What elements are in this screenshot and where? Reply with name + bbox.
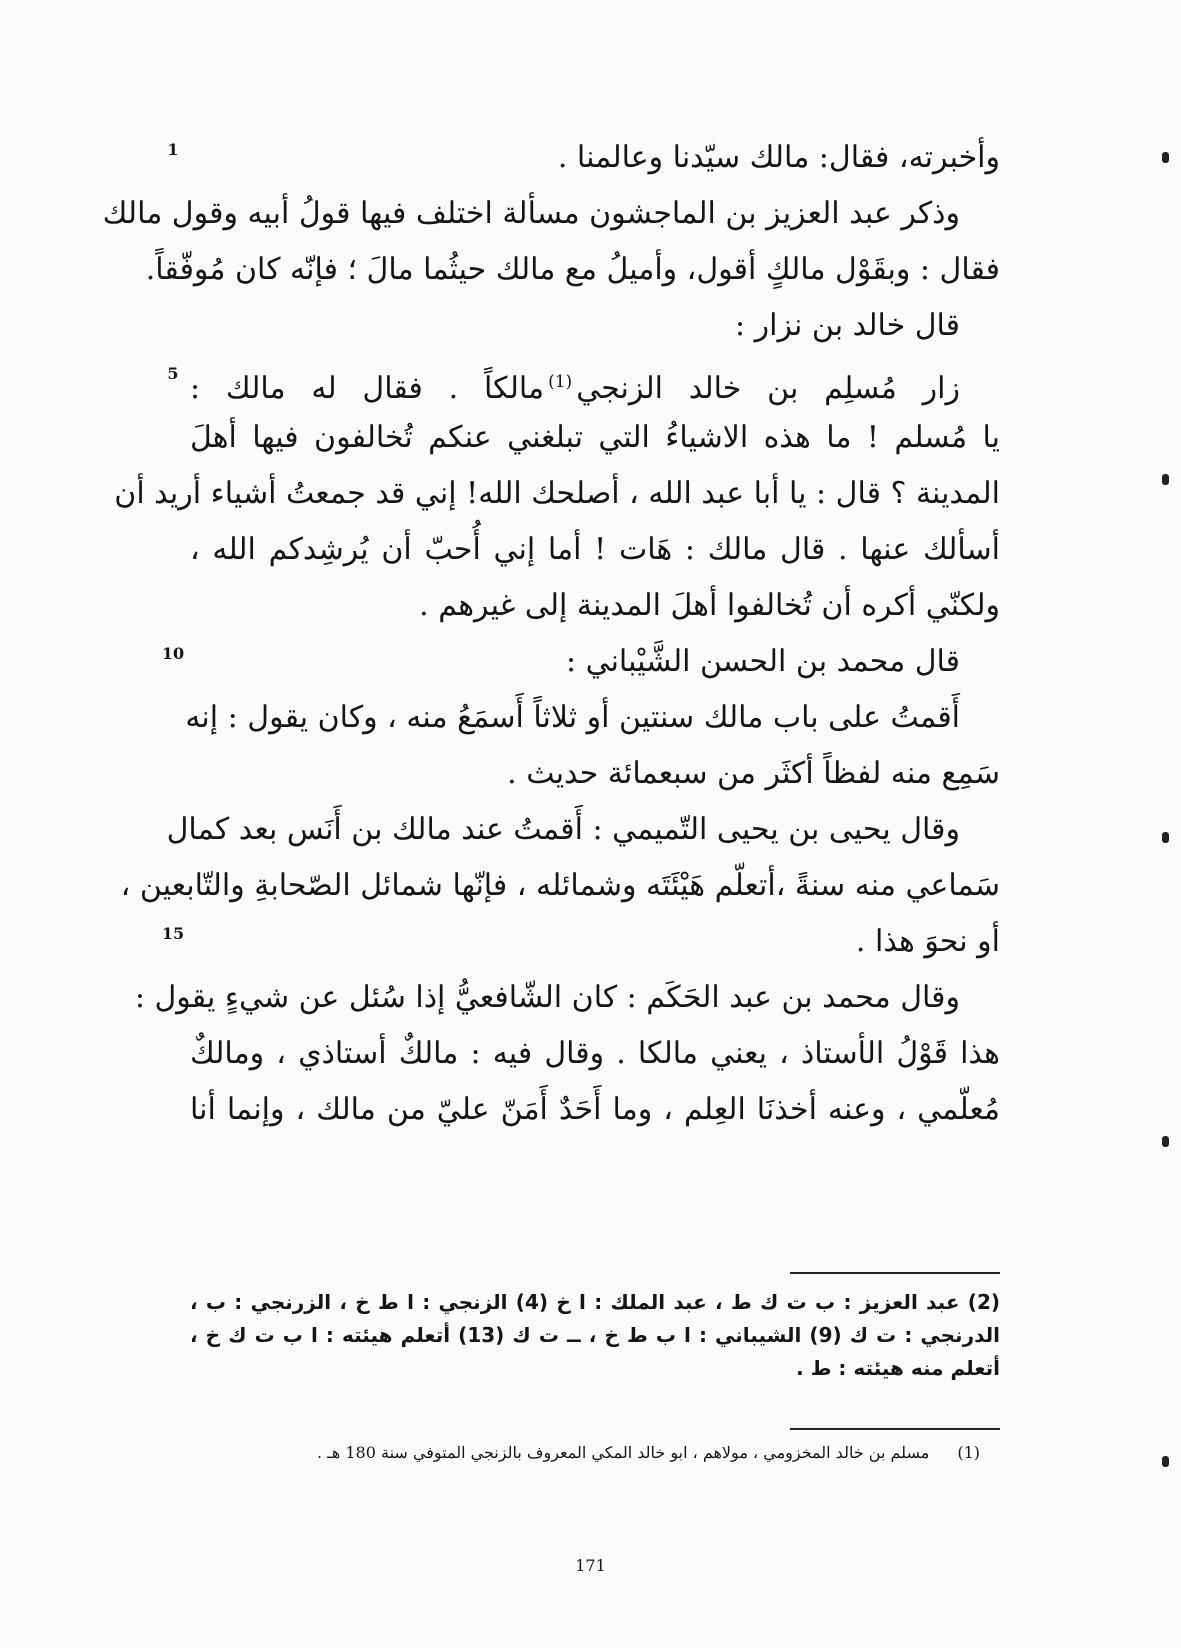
text-line: وذكر عبد العزيز بن الماجشون مسألة اختلف فيها قولُ أبيه وقول مالك (102, 196, 960, 231)
text-line: ولكنّي أكره أن تُخالفوا أهلَ المدينة إلى غيرهم . (419, 588, 1000, 623)
text-line: قال محمد بن الحسن الشَّيْباني : (565, 644, 960, 679)
text-segment: زار مُسلِم بن خالد الزنجي (576, 371, 960, 406)
text-line: سَمِع منه لفظاً أكثَر من سبعمائة حديث . (507, 756, 1000, 791)
line-number: 5 (167, 364, 179, 383)
binding-hole-mark (1162, 474, 1169, 485)
footnote (240, 1440, 980, 1466)
page-number: 171 (575, 1556, 606, 1575)
binding-hole-mark (1162, 832, 1169, 843)
text-line: وقال محمد بن عبد الحَكَم : كان الشّافعيُّ إذا سُئل عن شيءٍ يقول : (134, 980, 960, 1015)
text-segment: مالكاً . فقال له مالك : (190, 371, 545, 406)
critical-apparatus (190, 1286, 1000, 1385)
apparatus-line: الدرنجي : ت ك (9) الشيباني : ا ب ط خ ، ــ ت ك (13) أتعلم هيئته : ا ب ت ك خ ، (190, 1323, 1000, 1347)
footnote-divider (790, 1428, 1000, 1430)
text-line: أو نحوَ هذا . (855, 924, 1000, 959)
apparatus-divider (790, 1272, 1000, 1274)
text-line: أسألك عنها . قال مالك : هَات ! أما إني أُحبّ أن يُرشِدكم الله ، (190, 532, 1000, 567)
text-line: مُعلّمي ، وعنه أخذنَا العِلم ، وما أَحَدٌ أَمَنّ عليّ من مالك ، وإنما أنا (190, 1092, 1000, 1127)
binding-hole-mark (1162, 1456, 1169, 1467)
line-number: 15 (161, 924, 185, 943)
footnote-number: (1) (957, 1443, 980, 1462)
binding-hole-mark (1162, 1136, 1169, 1147)
apparatus-line: أتعلم منه هيئته : ط . (796, 1356, 1000, 1380)
text-line: أَقمتُ على باب مالك سنتين أو ثلاثاً أَسمَعُ منه ، وكان يقول : إنه (185, 700, 960, 735)
apparatus-line: (2) عبد العزيز : ب ت ك ط ، عبد الملك : ا خ (4) الزنجي : ا ط خ ، الزرنجي : ب ، (190, 1290, 1000, 1314)
text-line: فقال : وبقَوْل مالكٍ أقول، وأميلُ مع مالك حيثُما مالَ ؛ فإنّه كان مُوفّقاً. (145, 252, 1000, 287)
line-number: 10 (161, 644, 185, 663)
text-line: وقال يحيى بن يحيى التّميمي : أَقمتُ عند مالك بن أَنَس بعد كمال (166, 812, 960, 847)
line-number: 1 (167, 140, 179, 159)
text-line (190, 354, 1000, 410)
text-line: المدينة ؟ قال : يا أبا عبد الله ، أصلحك الله! إني قد جمعتُ أشياء أريد أن (114, 476, 1000, 511)
text-line: قال خالد بن نزار : (734, 308, 960, 343)
binding-hole-mark (1162, 152, 1169, 163)
footnote-reference: (1) (548, 372, 573, 392)
text-line: يا مُسلم ! ما هذه الاشياءُ التي تبلغني عنكم تُخالفون فيها أهلَ (190, 420, 1000, 455)
text-line: سَماعي منه سنةً ،أتعلّم هَيْئَتَه وشمائله ، فإنّها شمائل الصّحابةِ والتّابعين ، (120, 868, 1000, 903)
text-line: وأخبرته، فقال: مالك سيّدنا وعالمنا . (557, 140, 1000, 175)
text-line: هذا قَوْلُ الأستاذ ، يعني مالكا . وقال فيه : مالكٌ أستاذي ، ومالكٌ (190, 1036, 1000, 1071)
footnote-text: مسلم بن خالد المخزومي ، مولاهم ، ابو خالد المكي المعروف بالزنجي المتوفي سنة 180 هـ . (316, 1443, 930, 1462)
